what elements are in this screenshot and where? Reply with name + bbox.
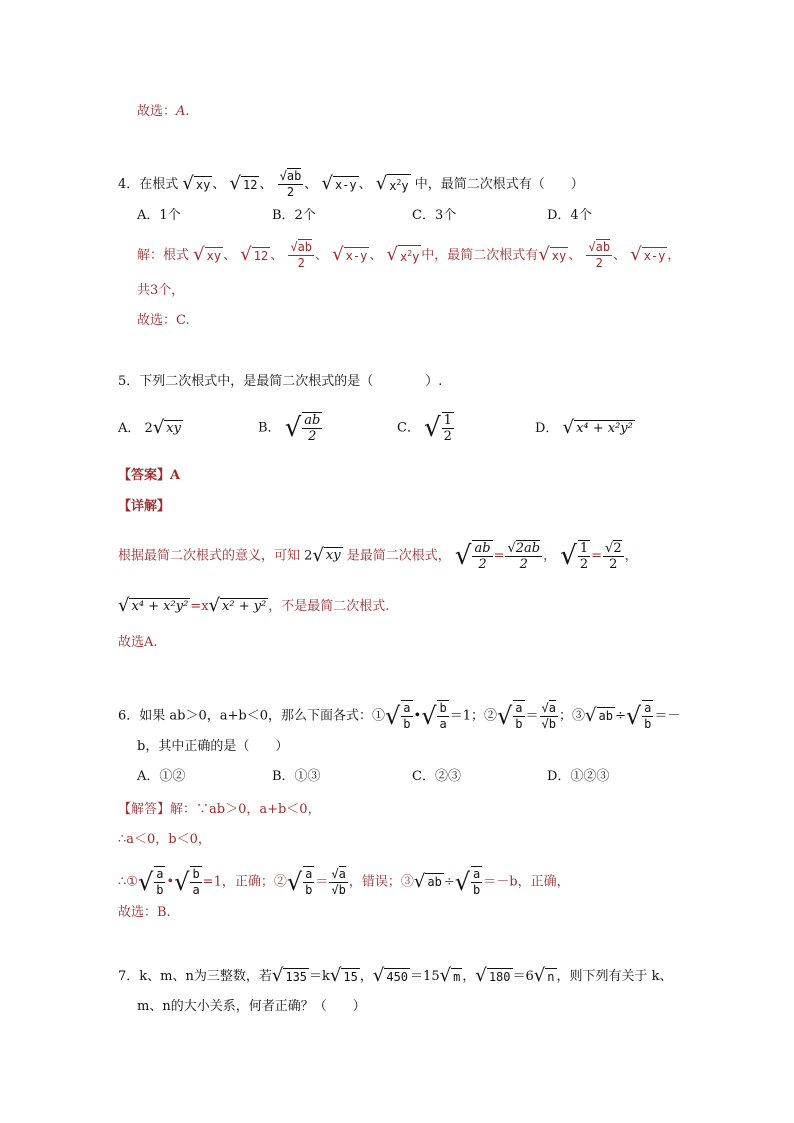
q4-option-d: D．4个 [547, 208, 592, 223]
radicand: x⁴ + x²y² [576, 420, 633, 436]
solution-text: ∴① [118, 874, 138, 890]
denominator: 2 [595, 256, 603, 270]
radicand: 2ab [515, 540, 541, 556]
q5-detail-tag: 【详解】 [118, 499, 171, 514]
radicand: m [453, 969, 461, 984]
radicand: xy [206, 248, 222, 263]
q4-stem-text: 4．在根式 [118, 177, 179, 192]
radicand: 12 [253, 248, 269, 263]
separator: 、 [259, 177, 273, 192]
q7-stem-line2: m、n的大小关系，何者正确？（ ） [137, 999, 366, 1014]
q5-stem: 5．下列二次根式中，是最简二次根式的是（ ）. [118, 374, 443, 389]
radicand: x [400, 250, 408, 265]
fraction: $\frac{√ab}{2}$ [279, 169, 302, 199]
radical: √ xy [538, 244, 567, 266]
radical: √ $\frac{a}{b}$ [384, 701, 411, 731]
denominator: 2 [297, 256, 305, 270]
denominator: 2 [308, 429, 317, 444]
radical: √ $\frac{1}{2}$ [560, 541, 589, 572]
radical: √ 12 [240, 244, 269, 266]
q6-solution-2: ∴a＜0，b＜0， [118, 832, 211, 847]
separator: 、 [212, 177, 226, 192]
radicand: x⁴ + x²y² [131, 598, 189, 614]
radical: √ $\frac{b}{a}$ [174, 867, 200, 897]
radicand: x-y [643, 248, 666, 263]
answer-choice: A. [176, 104, 190, 119]
radical: √ xy [193, 244, 222, 266]
radical: √ $\frac{a}{b}$ [286, 867, 313, 897]
q4-answer: 故选：C. [137, 313, 190, 328]
radical: √ ab [585, 704, 613, 726]
separator: 、 [568, 248, 582, 263]
radical: √ $\frac{ab}{2}$ [284, 413, 321, 444]
radical: √ xy [182, 173, 211, 195]
radical: √ $\frac{a}{b}$ [497, 701, 523, 731]
radical: √ $\frac{ab}{2}$ [454, 541, 491, 572]
equals: = [493, 548, 505, 564]
radical: √ n [533, 965, 555, 986]
radical: √ $\frac{a}{b}$ [625, 701, 652, 731]
q3-answer [137, 102, 190, 122]
q6-stem-line2: b，其中正确的是（ ） [137, 739, 289, 754]
fraction: $\frac{√ab}{2}$ [290, 240, 313, 270]
radical: √ $\frac{b}{a}$ [421, 701, 447, 731]
radicand: y [401, 179, 409, 194]
option-label: D． [535, 420, 559, 436]
radical: √ x-y [630, 244, 666, 266]
separator: 、 [270, 248, 284, 263]
denominator: 2 [519, 556, 528, 572]
q5-answer: 故选A. [118, 635, 158, 650]
radicand: xy [551, 248, 567, 263]
q5-option-a [118, 418, 183, 439]
q6-option-c: C．②③ [412, 769, 461, 784]
fraction: $\frac{√a}{√b}$ [541, 700, 557, 731]
denominator: 2 [478, 557, 487, 572]
q4-solution [137, 240, 680, 271]
fraction: $\frac{√2ab}{2}$ [507, 540, 541, 572]
option-label: B． [258, 420, 281, 436]
separator: 、 [223, 248, 237, 263]
radical: √ 12 [229, 173, 258, 195]
radical: √ 450 [372, 965, 409, 986]
q4-solution-line2: 共3个， [137, 283, 185, 298]
numerator: 1 [579, 541, 589, 556]
q5-detail-line1 [118, 540, 638, 572]
option-label: C． [397, 420, 420, 436]
radical: √ 135 [271, 965, 308, 986]
equals-k: ＝k [309, 968, 330, 984]
separator: ， [543, 548, 557, 564]
radical: √ xy [152, 417, 181, 438]
coefficient: 2 [144, 420, 153, 436]
solution-text: ，错误；③ [348, 874, 414, 890]
radical: √ 15 [329, 965, 358, 986]
radical: √ $\frac{1}{2}$ [424, 413, 452, 444]
separator: 、 [613, 248, 627, 263]
q5-detail-line2 [118, 596, 389, 617]
q6-stem-text: ＝－ [654, 708, 681, 724]
radicand: ab [297, 240, 313, 254]
q6-stem-text: ＝1；② [449, 708, 497, 724]
numerator: 1 [443, 413, 452, 428]
radical: √ x-y [332, 244, 368, 266]
radical: √ m [439, 965, 461, 986]
q4-option-a: A．1个 [137, 208, 181, 223]
q6-solution-1: 【解答】解：∵ab＞0，a+b＜0， [118, 802, 321, 817]
denominator: 2 [443, 429, 452, 444]
q5-option-d [535, 418, 635, 439]
q6-option-a: A．①② [137, 769, 186, 784]
numerator: ab [474, 541, 491, 556]
q4-option-c: C．3个 [412, 208, 457, 223]
radical: √ ab [413, 870, 442, 892]
separator: 、 [304, 177, 318, 192]
numerator: ab [304, 413, 321, 428]
q5-option-c [397, 412, 455, 444]
coefficient: 2 [304, 548, 313, 564]
radicand: ab [595, 240, 611, 254]
exponent: 2 [396, 178, 402, 188]
q7-stem-text: 7．k、m、n为三整数，若 [118, 968, 272, 984]
radicand: xy [195, 177, 211, 192]
detail-text: 根据最简二次根式的意义，可知 [118, 548, 301, 564]
radical: √ x-y [321, 173, 357, 195]
separator: ， [359, 968, 373, 984]
q7-stem [118, 966, 673, 987]
q7-stem-text: ，则下列有关于 k、 [556, 968, 673, 984]
fraction: $\frac{√ab}{2}$ [588, 240, 611, 270]
radicand: 180 [488, 969, 511, 984]
radical: √ xy [312, 544, 341, 566]
radical: √ x⁴ + x²y² [562, 417, 633, 438]
separator: ， [462, 968, 476, 984]
q6-answer: 故选：B. [118, 905, 171, 920]
option-label: A． [118, 420, 141, 436]
radical: √ x⁴ + x²y² [118, 595, 189, 616]
q6-option-b: B．①③ [272, 769, 321, 784]
q5-answer-tag: 【答案】A [118, 468, 181, 483]
fraction: $\frac{√a}{√b}$ [331, 866, 346, 897]
separator: 、 [358, 177, 372, 192]
radicand: x [389, 179, 397, 194]
detail-text: ，不是最简二次根式. [268, 598, 390, 614]
radical: √ x² + y² [208, 595, 267, 616]
radicand: xy [166, 420, 181, 436]
denominator: 2 [579, 557, 589, 572]
radicand: n [547, 969, 555, 984]
radical: √ $x^2y$ [375, 173, 409, 195]
q6-stem-text: ；③ [559, 708, 586, 724]
equals-15: ＝15 [410, 968, 440, 984]
radicand: ab [286, 169, 302, 183]
radicand: xy [325, 548, 341, 564]
solution-text: 中，最简二次根式有 [421, 248, 539, 263]
fraction: $\frac{√2}{2}$ [605, 540, 622, 572]
exponent: 2 [407, 249, 413, 259]
q5-option-b [258, 412, 323, 444]
radicand: 2 [613, 540, 622, 556]
radical: √ 180 [475, 965, 511, 986]
radical: √ $x^2y$ [386, 244, 420, 266]
equals-x: =x [190, 598, 209, 614]
detail-text: 是最简二次根式， [346, 548, 451, 564]
radicand: 12 [243, 177, 258, 192]
solution-text: ＝－b，正确， [483, 874, 570, 890]
q4-stem-text: 中，最简二次根式有（ ） [414, 177, 584, 192]
separator: 、 [369, 248, 383, 263]
radicand: x-y [334, 177, 357, 192]
q4-option-b: B．2个 [272, 208, 316, 223]
radical: √ $\frac{a}{b}$ [454, 867, 481, 897]
radicand: 135 [285, 969, 308, 984]
equals: = [591, 548, 603, 564]
radicand: y [412, 250, 420, 265]
separator: ， [624, 548, 638, 564]
equals-6: ＝6 [512, 968, 534, 984]
answer-prefix: 故选： [137, 104, 177, 119]
radicand: x² + y² [222, 598, 267, 614]
solution-text: 解：根式 [137, 248, 190, 263]
radicand: x-y [345, 248, 368, 263]
radicand: 450 [386, 969, 409, 984]
denominator: 2 [286, 185, 295, 199]
q6-stem: 6．如果 ab＞0，a+b＜0，那么下面各式：①√ $\frac{a}{b}$ •√ $\frac{b}{a}$ ＝1；②√ $\frac{a}{b}$ ＝ $\frac{√a}{√b}$ ；③√ ab ÷√ $\frac{a}{b}$ ＝－ [118, 700, 681, 731]
radical: √ $\frac{a}{b}$ [137, 867, 164, 897]
solution-text: ， [667, 248, 681, 263]
denominator: 2 [609, 556, 618, 572]
q6-stem-text: 6．如果 ab＞0，a+b＜0，那么下面各式：① [118, 708, 385, 724]
q6-option-d: D．①②③ [547, 769, 610, 784]
solution-text: =1，正确；② [202, 874, 287, 890]
radicand: 15 [343, 969, 358, 984]
q6-solution-3: ∴①√ $\frac{a}{b}$ •√ $\frac{b}{a}$ =1，正确；②√ $\frac{a}{b}$ ＝ $\frac{√a}{√b}$ ，错误；③√ ab ÷√ $\frac{a}{b}$ ＝－b，正确， [118, 866, 570, 897]
separator: 、 [315, 248, 329, 263]
q4-stem [118, 169, 584, 200]
